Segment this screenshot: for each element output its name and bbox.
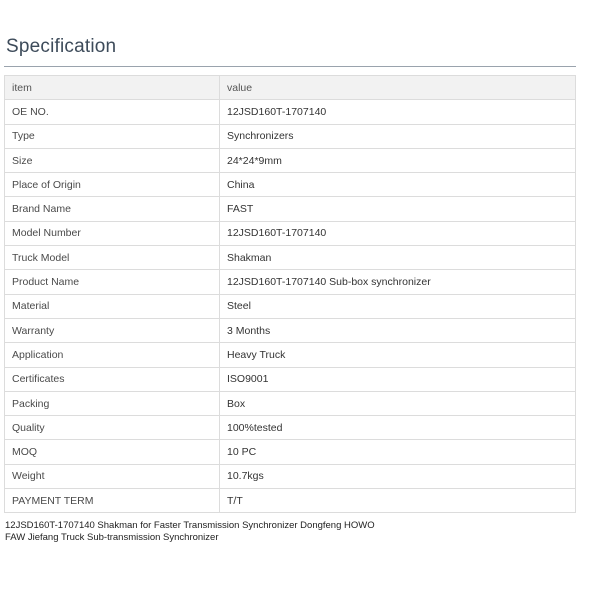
row-key: Size bbox=[5, 148, 220, 172]
row-key: Certificates bbox=[5, 367, 220, 391]
row-value: 12JSD160T-1707140 bbox=[220, 221, 576, 245]
description-line: 12JSD160T-1707140 Shakman for Faster Transmission Synchronizer Dongfeng HOWO bbox=[5, 520, 375, 531]
table-row bbox=[5, 489, 576, 513]
row-key: OE NO. bbox=[5, 100, 220, 124]
page-title: Specification bbox=[6, 36, 117, 57]
row-value: FAST bbox=[220, 197, 576, 221]
table-row bbox=[5, 416, 576, 440]
row-key: Application bbox=[5, 343, 220, 367]
row-key: Truck Model bbox=[5, 246, 220, 270]
title-divider bbox=[4, 66, 576, 67]
row-key: Type bbox=[5, 124, 220, 148]
table-row bbox=[5, 124, 576, 148]
row-value: Steel bbox=[220, 294, 576, 318]
table-row bbox=[5, 367, 576, 391]
row-key: Place of Origin bbox=[5, 173, 220, 197]
table-row bbox=[5, 318, 576, 342]
table-row bbox=[5, 270, 576, 294]
row-value: 10 PC bbox=[220, 440, 576, 464]
row-value: 24*24*9mm bbox=[220, 148, 576, 172]
row-value: Shakman bbox=[220, 246, 576, 270]
row-value: 3 Months bbox=[220, 318, 576, 342]
row-value: 100%tested bbox=[220, 416, 576, 440]
row-key: PAYMENT TERM bbox=[5, 489, 220, 513]
table-row bbox=[5, 391, 576, 415]
row-value: ISO9001 bbox=[220, 367, 576, 391]
table-row bbox=[5, 197, 576, 221]
table-header-row bbox=[5, 76, 576, 100]
row-value: Box bbox=[220, 391, 576, 415]
specification-table bbox=[4, 75, 576, 513]
row-key: Quality bbox=[5, 416, 220, 440]
row-value: Synchronizers bbox=[220, 124, 576, 148]
row-value: Heavy Truck bbox=[220, 343, 576, 367]
row-key: Packing bbox=[5, 391, 220, 415]
table-row bbox=[5, 440, 576, 464]
header-value: value bbox=[220, 76, 576, 100]
row-value: T/T bbox=[220, 489, 576, 513]
row-key: Model Number bbox=[5, 221, 220, 245]
table-row bbox=[5, 221, 576, 245]
table-row bbox=[5, 173, 576, 197]
table-row bbox=[5, 294, 576, 318]
table-row bbox=[5, 246, 576, 270]
row-key: MOQ bbox=[5, 440, 220, 464]
product-description bbox=[5, 520, 545, 544]
description-line: FAW Jiefang Truck Sub-transmission Synchronizer bbox=[5, 532, 219, 543]
row-key: Brand Name bbox=[5, 197, 220, 221]
row-value: 12JSD160T-1707140 bbox=[220, 100, 576, 124]
row-value: 12JSD160T-1707140 Sub-box synchronizer bbox=[220, 270, 576, 294]
row-value: China bbox=[220, 173, 576, 197]
table-row bbox=[5, 464, 576, 488]
row-key: Product Name bbox=[5, 270, 220, 294]
table-row bbox=[5, 100, 576, 124]
header-item: item bbox=[5, 76, 220, 100]
row-key: Weight bbox=[5, 464, 220, 488]
row-key: Warranty bbox=[5, 318, 220, 342]
row-value: 10.7kgs bbox=[220, 464, 576, 488]
table-row bbox=[5, 148, 576, 172]
table-row bbox=[5, 343, 576, 367]
row-key: Material bbox=[5, 294, 220, 318]
